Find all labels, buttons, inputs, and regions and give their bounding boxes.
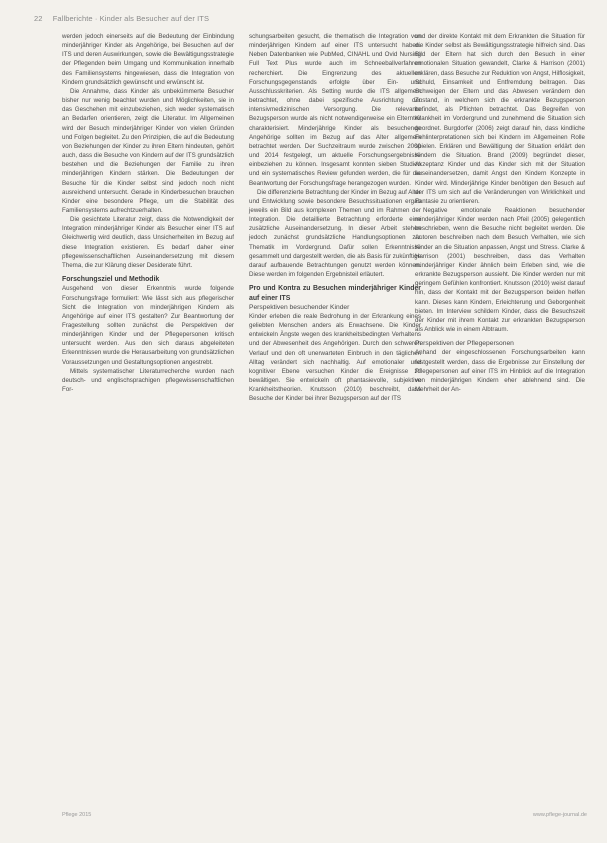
paragraph: Mittels systematischer Literaturrecherche wurden nach deutsch- und englischsprachigen pflegewissenschaftlichen For- bbox=[62, 367, 234, 394]
running-title: Fallberichte · Kinder als Besucher auf der ITS bbox=[52, 14, 210, 23]
section-heading: Forschungsziel und Methodik bbox=[62, 276, 160, 284]
paragraph: werden jedoch einerseits auf die Bedeutung der Einbindung minderjähriger Kinder als Angehörige, bei Besuchen auf der ITS und deren Auswirkungen, sowie die Bewältigungsstrategie der Pflegenden beim Umgang und Kommunikation innerhalb des Familiensystems hingewiesen, dass die Integration von Kindern grundsätzlich gewünscht und erwünscht ist. bbox=[62, 33, 234, 86]
subsection-heading: Perspektiven besuchender Kinder bbox=[249, 303, 350, 311]
paragraph: Negative emotionale Reaktionen besuchender minderjähriger Kinder werden nach Pfeil (2005) gelegentlich beschrieben, wenn die Besuche nicht begleitet werden. Die Autoren beschreiben nach dem Besuch Verhalten, wie sich Kinder an die Situation anpassen, Angst und Stress. Clarke & Harrison (2001) beschreiben, dass das Verhalten minderjähriger Kinder ähnlich beim Erleben sind, wie die erkrankte Bezugsperson aussieht. Die Kinder werden nur mit geringem Gefühlen konfrontiert. Knutsson (2010) weist darauf hin, dass der Kontakt mit der Bezugsperson beiden helfen kann. Dieses kann Kindern, Erleichterung und Geborgenheit bieten. Im Interview schildern Kinder, dass die Besuchszeit der Kinder mit ihrem Kontakt zur erkrankten Bezugsperson als Anblick wie in einem Albtraum. bbox=[415, 206, 585, 333]
subsection-heading: Perspektiven der Pflegepersonen bbox=[415, 340, 514, 348]
running-header bbox=[34, 14, 587, 23]
footer-right: www.pflege-journal.de bbox=[532, 812, 587, 818]
section-heading: Pro und Kontra zu Besuchen minderjähriger Kinder auf einer ITS bbox=[249, 285, 421, 302]
column-2 bbox=[249, 32, 421, 404]
column-3 bbox=[415, 32, 585, 394]
paragraph: Die Annahme, dass Kinder als unbekümmerte Besucher bisher nur wenig beachtet wurden und Möglichkeiten, sie in das Geschehen mit einzubeziehen, sich weder systematisch an Bedarfen orientieren, zeigt die Literatur. Im Allgemeinen wird der Besuch minderjähriger Kinder von vielen Gründen und Folgen begleitet. Zu den Prinzipien, die auf die Bedeutung von Beziehungen der Kinder zu ihren Eltern hindeuten, gehört auch, dass die Besuche von Kindern auf der ITS grundsätzlich bestehen und die Beziehungen der Familie zu ihren minderjährigen Kindern stärken. Die Bedeutungen der Besuche für die Kinder selbst sind jedoch noch nicht ausreichend untersucht. Gerade in Kinderbesuchen brauchen Kinder eine besondere Pflege, um die Stabilität des Familiensystems aufrechtzuerhalten. bbox=[62, 87, 234, 214]
column-1 bbox=[62, 32, 234, 394]
paragraph: Ausgehend von dieser Erkenntnis wurde folgende Forschungsfrage formuliert: Wie lässt sich aus pflegerischer Sicht die Integration von minderjährigen Kindern als Angehörige auf einer ITS gestalten? Zur Beantwortung der Fragestellung sollten zunächst die Perspektiven der minderjährigen Kinder und der Pflegepersonen kritisch untersucht werden. Aus den sich daraus abgeleiteten Erkenntnissen wurde die Herausarbeitung von grundsätzlichen Voraussetzungen und Gestaltungsoptionen angestrebt. bbox=[62, 285, 234, 366]
paragraph: Die gesichtete Literatur zeigt, dass die Notwendigkeit der Integration minderjähriger Kinder als Besucher einer ITS auf Gleichwertig wird deutlich, dass Unsicherheiten im Bezug auf diese Integration existieren. Es bedarf daher einer pflegewissenschaftlichen Auseinandersetzung mit diesem Thema, die zur Klärung dieser Desiderate führt. bbox=[62, 216, 234, 269]
paragraph: Anhand der eingeschlossenen Forschungsarbeiten kann festgestellt werden, dass die Ergebnisse zur Einstellung der Pflegepersonen auf einer ITS im Hinblick auf die Integration von minderjährigen Kindern eher ablehnend sind. Die Mehrheit der An- bbox=[415, 349, 585, 393]
footer-left: Pflege 2015 bbox=[62, 812, 92, 818]
paragraph: Die differenzierte Betrachtung der Kinder im Bezug auf Alter und Entwicklung sowie besondere Besuchssituationen ergab jeweils ein Bild aus komplexen Themen und im Rahmen der Integration. Die detaillierte Betrachtung erforderte eine zusätzliche Auseinandersetzung. In dieser Arbeit stehen jedoch zunächst grundsätzliche Handlungsoptionen zur Thematik im Vordergrund. Dafür sollen Erkenntnisse gesammelt und dargestellt werden, die als Basis für zukünftige darauf aufbauende Betrachtungen genutzt werden können. Diese werden im folgenden Ergebnisteil erläutert. bbox=[249, 188, 421, 279]
paragraph: Kinder erleben die reale Bedrohung in der Erkrankung eines geliebten Menschen anders als Erwachsene. Die Kinder entwickeln Ängste wegen des krankheitsbedingten Verhaltens und der Abwesenheit des Angehörigen. Durch den schweren Verlauf und den oft unerwarteten Einbruch in den täglichen Alltag verändert sich nachhaltig. Auf emotionaler und kognitiver Ebene versuchen Kinder die Ereignisse zu bewältigen. Sie entwickeln oft phantasievolle, subjektive Krankheitstheorien. Knutsson (2010) beschreibt, dass Besuche der Kinder bei ihrer Bezugsperson auf der ITS bbox=[249, 313, 421, 403]
paragraph: schungsarbeiten gesucht, die thematisch die Integration von minderjährigen Kindern auf einer ITS untersucht haben. Neben Datenbanken wie PubMed, CINAHL und Ovid Nursing Full Text Plus wurde auch im Schneeballverfahren recherchiert. Die Eingrenzung des aktuellen Forschungsgegenstands erfolgte über Ein- und Ausschlusskriterien. Als Setting wurde die ITS allgemein betrachtet, ohne dabei spezifische Ausrichtung der intensivmedizinischen Versorgung. Die relevante Bezugsperson wurde als nicht notwendigerweise ein Elternteil charakterisiert. Minderjährige Kinder als besuchende Angehörige sollten im Bezug auf das Alter allgemein betrachtet werden. Der Suchzeitraum wurde zwischen 2000 und 2014 festgelegt, um aktuelle Forschungsergebnisse einbeziehen zu können. Insgesamt konnten sieben Studien und ein systematisches Review gefunden werden, die für die Beantwortung der Forschungsfrage herangezogen wurden. bbox=[249, 33, 421, 187]
paragraph: und der direkte Kontakt mit dem Erkrankten die Situation für die Kinder selbst als Bewältigungsstrategie hilfreich sind. Das Bild der Eltern hat sich durch den Besuch in einer emotionalen Situation gewandelt, Clarke & Harrison (2001) erklären, dass Besuche zur Reduktion von Angst, Hilflosigkeit, Schuld, Einsamkeit und Entfremdung beitragen. Das Schweigen der Eltern und das Abwesen verändern den Zustand, in welchem sich die erkrankte Bezugsperson befindet, als Pflichten betrachtet. Das Begreifen von Krankheit im Vordergrund und zunehmend die Situation sich geordnet. Burgdorfer (2006) zeigt darauf hin, dass kindliche Fehlinterpretationen sich bei Kindern im Allgemeinen Rolle spielen. Erklären und Bewältigung der Situation erklärt den Kindern die Situation. Brand (2009) begründet dieser, Akzeptanz Kinder und das Kinder sich mit der Situation auseinandersetzen, damit Angst den Kindern Konzepte in Kinder wird. Minderjährige Kinder benötigen den Besuch auf der ITS um sich auf die Veränderungen von Wirklichkeit und Fantasie zu orientieren. bbox=[415, 33, 585, 205]
page-number: 22 bbox=[34, 14, 43, 23]
